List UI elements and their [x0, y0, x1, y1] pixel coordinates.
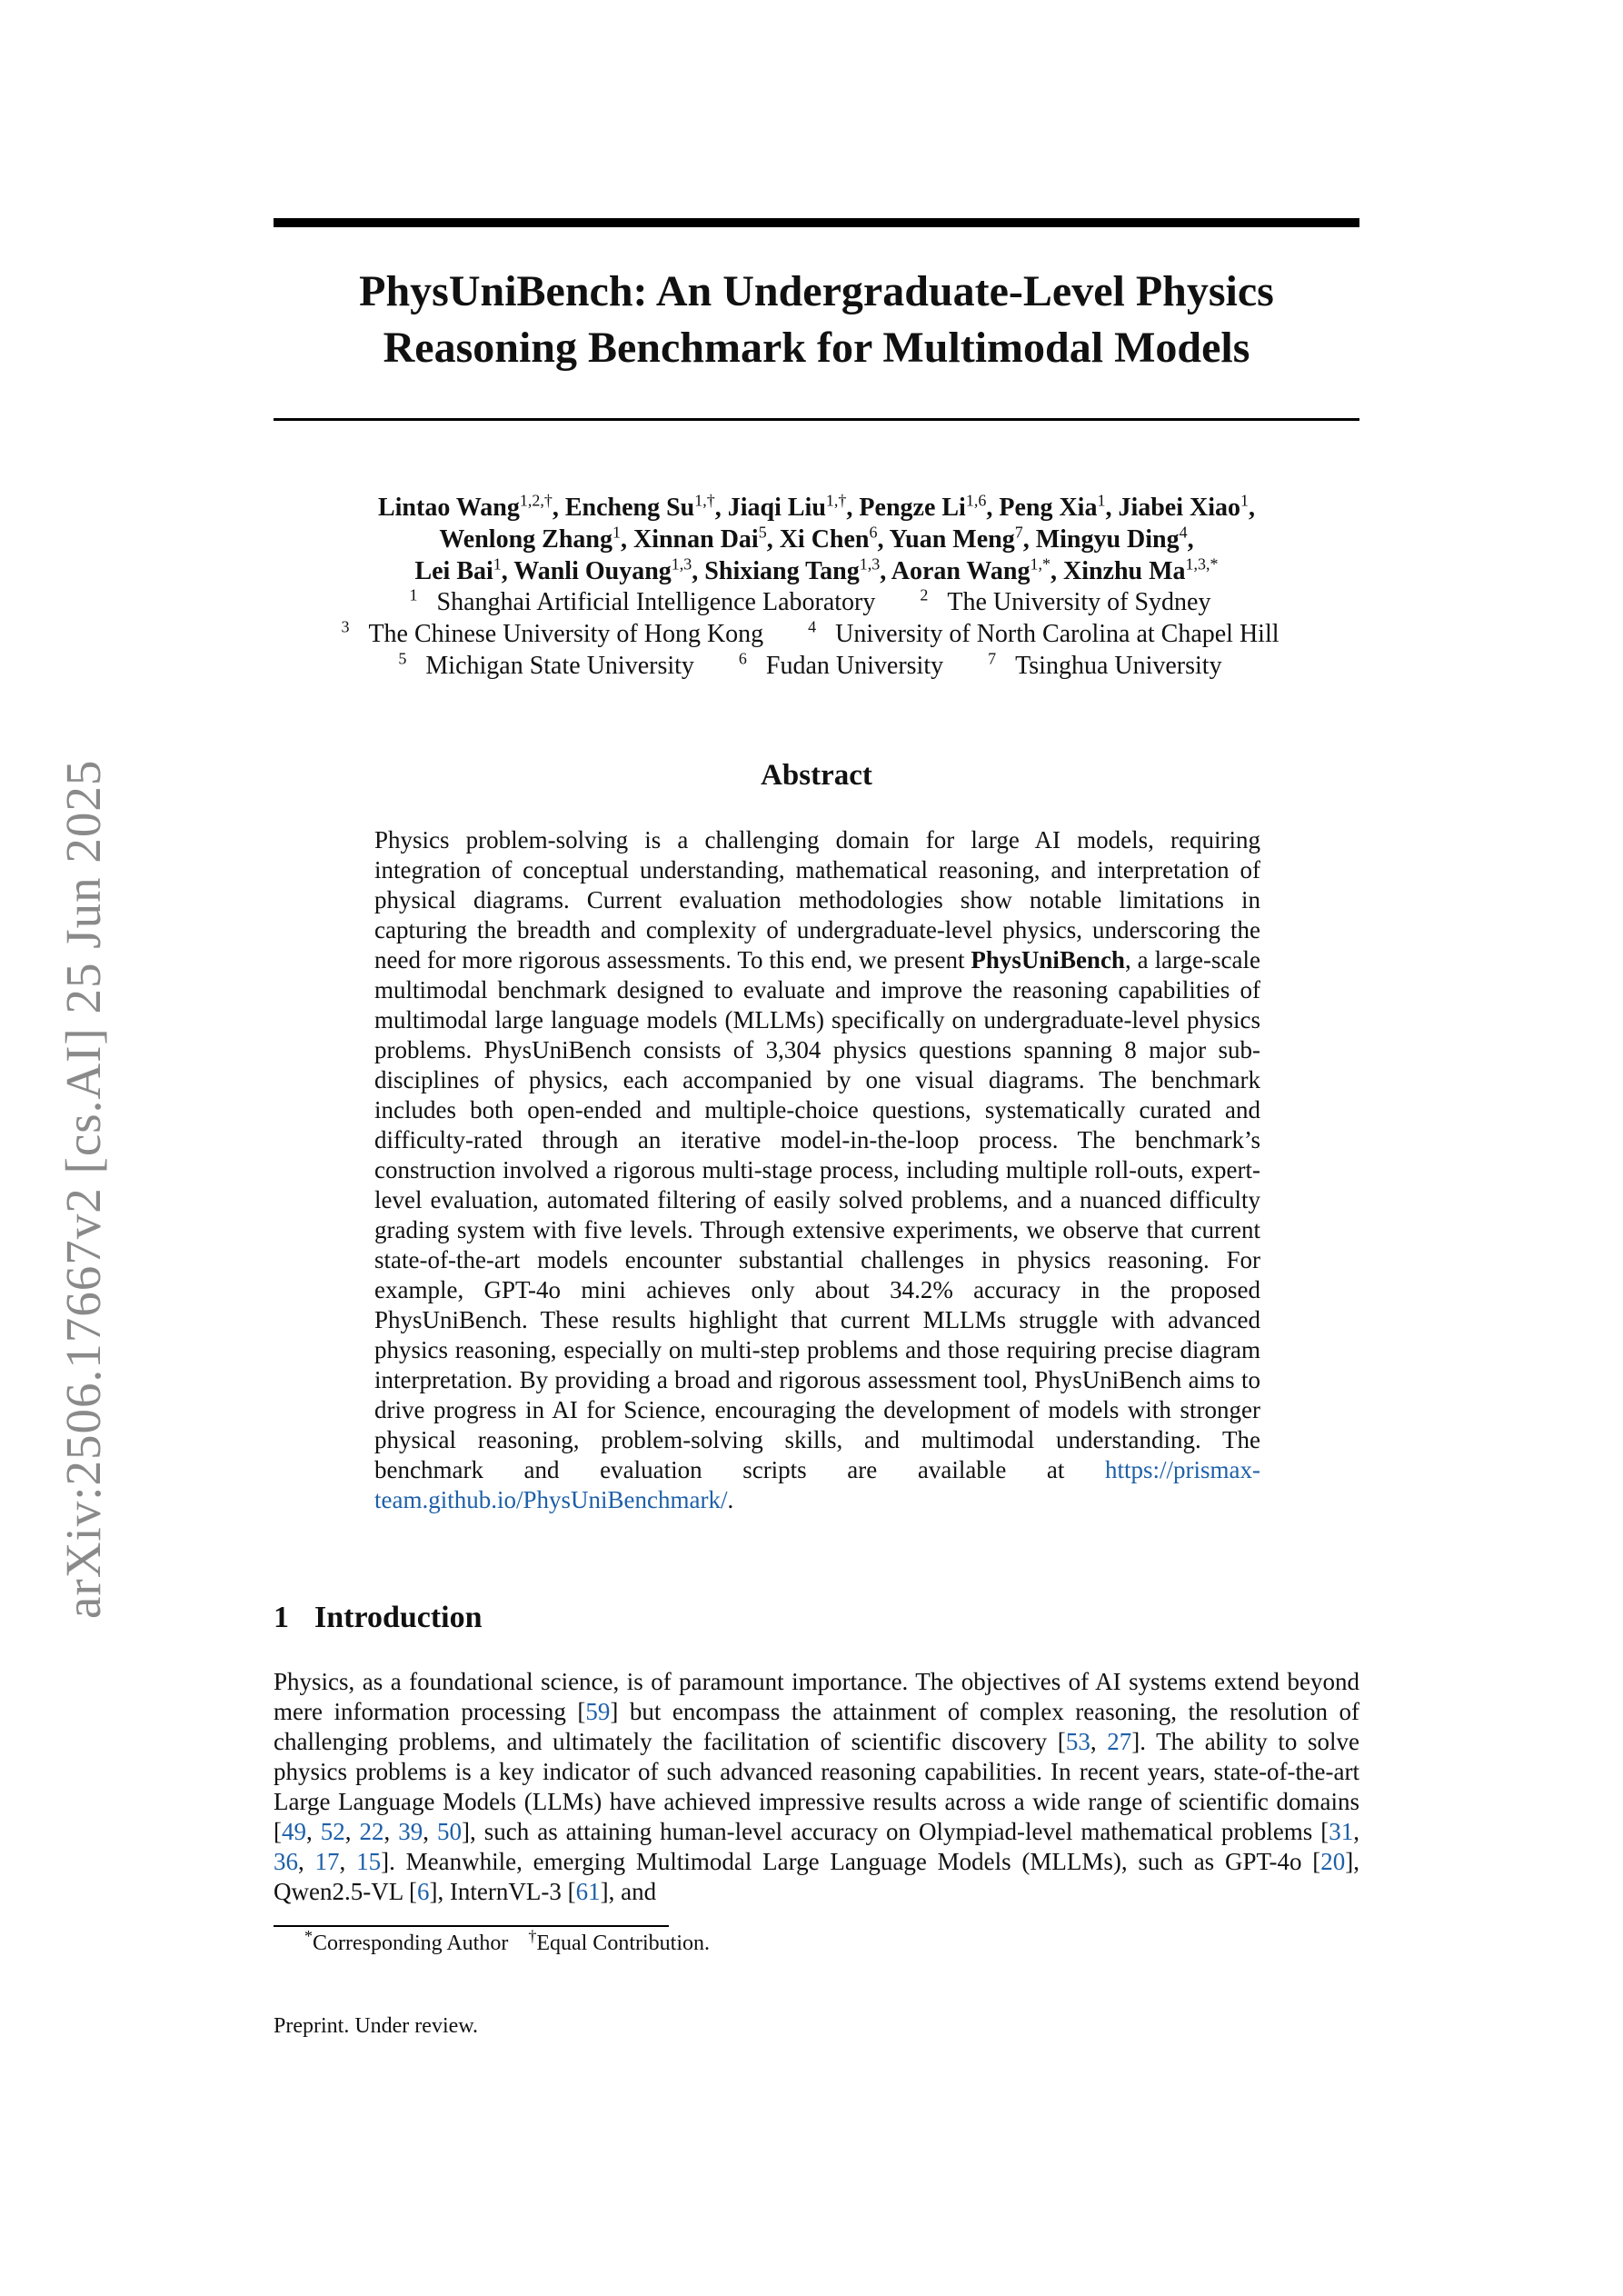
author-affil: 1,†: [694, 491, 715, 510]
author-affil: 1,†: [825, 491, 847, 510]
author: Peng Xia: [999, 494, 1098, 522]
author-affil: 4: [1179, 523, 1188, 542]
arxiv-identifier: arXiv:2506.17667v2 [cs.AI] 25 Jun 2025: [55, 759, 111, 1619]
citation-link[interactable]: 53: [1065, 1728, 1090, 1755]
author: Lei Bai: [414, 557, 493, 585]
affiliation: [808, 617, 1291, 648]
affiliation-line-3: [274, 650, 1359, 682]
author-list: [274, 492, 1359, 587]
footnote-rule: [274, 1925, 669, 1927]
intro-text: ]. Meanwhile, emerging Multimodal Large Language Models (MLLMs), such as GPT-4o [: [381, 1848, 1321, 1875]
author-affil: 1,2,†: [519, 491, 553, 510]
citation-link[interactable]: 31: [1329, 1818, 1354, 1845]
footnote-text: Equal Contribution.: [536, 1932, 710, 1955]
footnote-text: Corresponding Author: [313, 1932, 509, 1955]
affiliation: [409, 585, 889, 616]
author: Wenlong Zhang: [439, 525, 612, 554]
intro-text: ], Qwen2.5-VL [: [274, 1848, 1360, 1905]
author-affil: 1,*: [1030, 554, 1050, 574]
author: Wanli Ouyang: [513, 557, 672, 585]
citation-link[interactable]: 15: [356, 1848, 382, 1875]
title-bottom-rule: [274, 418, 1359, 421]
author: Mingyu Ding: [1035, 525, 1180, 554]
author: Xinzhu Ma: [1062, 557, 1186, 585]
author-affil: 6: [869, 523, 878, 542]
affiliation-number: 4: [808, 617, 817, 636]
author-affil: 7: [1014, 523, 1023, 542]
citation-link[interactable]: 49: [282, 1818, 306, 1845]
affiliation-list: [274, 586, 1359, 682]
author-line-2: Wenlong Zhang$^1$, Xinnan Dai$^5$, Xi Chen$^6$, Yuan Meng$^7$, Mingyu Ding$^4$,: [439, 523, 1194, 554]
citation-link[interactable]: 61: [575, 1878, 601, 1905]
author-affil: 1: [493, 554, 502, 574]
affiliation-name: Tsinghua University: [1015, 652, 1222, 680]
intro-text: ], and: [600, 1878, 657, 1905]
author-affil: 1: [1097, 491, 1106, 510]
author: Aoran Wang: [891, 557, 1031, 585]
affiliation-number: 2: [920, 585, 929, 604]
benchmark-name: PhysUniBench: [971, 946, 1125, 973]
author: Lintao Wang: [377, 494, 520, 522]
author-affil: 1: [1240, 491, 1250, 510]
citation-link[interactable]: 17: [314, 1848, 340, 1875]
section-heading-introduction: [274, 1601, 483, 1635]
intro-text: ]. The ability to solve physics problems is a key indicator of such advanced reasoning capabilities. In recent years, state-of-the-art Large Language Models (LLMs) have achieved impressive results across a wide range of scientific domains [: [274, 1728, 1360, 1845]
author-affil: 5: [758, 523, 767, 542]
abstract-body: [374, 825, 1260, 1515]
affiliation-number: 5: [398, 649, 407, 668]
abstract-heading: Abstract: [761, 759, 872, 792]
paper-title: [274, 264, 1359, 376]
author: Pengze Li: [859, 494, 966, 522]
author: Xinnan Dai: [632, 525, 759, 554]
abstract-text: , a large-scale multimodal benchmark designed to evaluate and improve the reasoning capabilities of multimodal large language models (MLLMs) specifically on undergraduate-level physics problems. PhysUniBench consists of 3,304 physics questions spanning 8 major sub-disciplines of physics, each accompanied by one visual diagrams. The benchmark includes both open-ended and multiple-choice questions, systematically curated and difficulty-rated through an iterative model-in-the-loop process. The benchmark’s construction involved a rigorous multi-stage process, including multiple roll-outs, expert-level evaluation, automated filtering of easily solved problems, and a nuanced difficulty grading system with five levels. Through extensive experiments, we observe that current state-of-the-art models encounter substantial challenges in physics reasoning. For example, GPT-4o mini achieves only about 34.2% accuracy in the proposed PhysUniBench. These results highlight that current MLLMs struggle with advanced physics reasoning, especially on multi-step problems and those requiring precise diagram interpretation. By providing a broad and rigorous assessment tool, PhysUniBench aims to drive progress in AI for Science, encouraging the development of models with stronger physical reasoning, problem-solving skills, and multimodal understanding. The benchmark and evaluation scripts are available at: [374, 946, 1260, 1483]
citation-link[interactable]: 59: [585, 1698, 611, 1725]
introduction-body: Physics, as a foundational science, is of paramount importance. The objectives of AI systems extend beyond mere information processing [59] but encompass the attainment of complex reasoning, the resolution of challenging problems, and ultimately the facilitation of scientific discovery [53, 27]. The ability to solve physics problems is a key indicator of such advanced reasoning capabilities. In recent years, state-of-the-art Large Language Models (LLMs) have achieved impressive results across a wide range of scientific domains [49, 52, 22, 39, 50], such as attaining human-level accuracy on Olympiad-level mathematical problems [31, 36, 17, 15]. Meanwhile, emerging Multimodal Large Language Models (MLLMs), such as GPT-4o [20], Qwen2.5-VL [6], InternVL-3 [61], and: [274, 1668, 1360, 1905]
intro-text: Physics, as a foundational science, is of paramount importance. The objectives of AI systems extend beyond mere information processing [: [274, 1668, 1359, 1725]
affiliation: [341, 617, 776, 648]
author: Encheng Su: [564, 494, 695, 522]
affiliation-name: University of North Carolina at Chapel Hill: [835, 620, 1279, 648]
citation-link[interactable]: 52: [320, 1818, 345, 1845]
intro-text: ], such as attaining human-level accuracy on Olympiad-level mathematical problems [: [462, 1818, 1329, 1845]
affiliation-line-2: [274, 618, 1359, 650]
title-line-1: PhysUniBench: An Undergraduate-Level Physics: [359, 267, 1274, 315]
abstract-text: Physics problem-solving is a challenging domain for large AI models, requiring integration of conceptual understanding, mathematical reasoning, and interpretation of physical diagrams. Current evaluation methodologies show notable limitations in capturing the breadth and complexity of undergraduate-level physics, underscoring the need for more rigorous assessments. To this end, we present: [374, 826, 1260, 973]
intro-text: ], InternVL-3 [: [429, 1878, 576, 1905]
footnote-mark: †: [528, 1927, 537, 1945]
citation-link[interactable]: 50: [437, 1818, 462, 1845]
affiliation: [920, 585, 1223, 616]
footnote: [304, 1927, 710, 1956]
title-top-rule: [274, 218, 1359, 227]
affiliation: [398, 649, 707, 680]
author: Yuan Meng: [889, 525, 1015, 554]
section-number: 1: [274, 1601, 289, 1634]
author-line-3: Lei Bai$^1$, Wanli Ouyang$^{1,3}$, Shixiang Tang$^{1,3}$, Aoran Wang$^{1,*}$, Xinzhu $Ma^{1,3,*}$: [414, 554, 1219, 585]
abstract-end: .: [727, 1486, 734, 1513]
author-affil: 1: [612, 523, 621, 542]
author-affil: 1,3: [671, 554, 692, 574]
affiliation-number: 1: [409, 585, 418, 604]
intro-text: ] but encompass the attainment of complex reasoning, the resolution of challenging problems, and ultimately the facilitation of scientific discovery [: [274, 1698, 1359, 1755]
citation-link[interactable]: 36: [274, 1848, 298, 1875]
affiliation: [988, 649, 1234, 680]
citation-link[interactable]: 39: [398, 1818, 423, 1845]
affiliation-name: The Chinese University of Hong Kong: [368, 620, 764, 648]
author-affil: 1,3: [859, 554, 881, 574]
affiliation-number: 7: [988, 649, 997, 668]
title-line-2: Reasoning Benchmark for Multimodal Models: [383, 324, 1250, 372]
affiliation-name: Fudan University: [765, 652, 944, 680]
affiliation-name: Shanghai Artificial Intelligence Laboratory: [436, 588, 876, 616]
affiliation-number: 3: [341, 617, 350, 636]
author: Jiaqi Liu: [727, 494, 826, 522]
footnote-mark: *: [304, 1927, 313, 1945]
citation-link[interactable]: 22: [359, 1818, 384, 1845]
affiliation-name: The University of Sydney: [947, 588, 1211, 616]
benchmark-link[interactable]: https://prismax-team.github.io/PhysUniBenchmark/: [374, 1456, 1260, 1513]
citation-link[interactable]: 20: [1320, 1848, 1346, 1875]
author-affil: 1,3,*: [1185, 554, 1219, 574]
author: Shixiang Tang: [704, 557, 860, 585]
affiliation-name: Michigan State University: [425, 652, 694, 680]
citation-link[interactable]: 27: [1107, 1728, 1132, 1755]
author-affil: 1,6: [965, 491, 987, 510]
preprint-notice: Preprint. Under review.: [274, 2014, 479, 2038]
affiliation: [738, 649, 956, 680]
affiliation-line-1: [274, 586, 1359, 618]
author: Jiabei Xiao: [1118, 494, 1241, 522]
affiliation-number: 6: [738, 649, 747, 668]
author: Xi Chen: [779, 525, 870, 554]
author-line-1: Lintao Wang$^{1,2,\dagger}$, Encheng $Su^{1,\dagger}$, Jiaqi Liu$^{1,\dagger}$, Pengze Li$^{1,6}$, Peng Xia$^1$, Jiabei Xiao$^1$,: [377, 491, 1256, 522]
citation-link[interactable]: 6: [416, 1878, 430, 1905]
section-title: Introduction: [314, 1601, 483, 1634]
